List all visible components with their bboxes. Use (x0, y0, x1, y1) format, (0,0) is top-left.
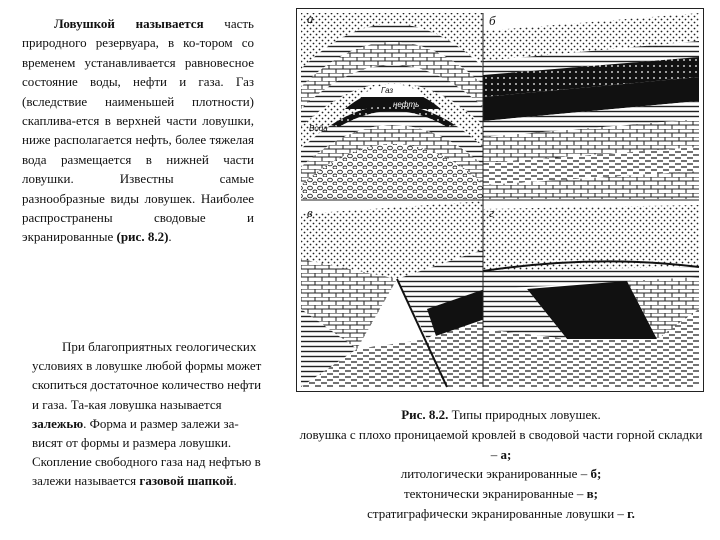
caption-letter: а; (500, 446, 512, 462)
paragraph-end: . (233, 473, 237, 489)
trap-types-illustration (297, 9, 702, 390)
caption-title-text: Типы природных ловушек. (451, 407, 601, 422)
panel-label-g: г (489, 205, 495, 220)
paragraph-text: При благоприятных геологических условиях в ловушке любой формы может скопиться достаточное количество нефти и газа. Та-кая ловушка называется (32, 339, 262, 412)
term-gas-cap: газовой шапкой (139, 473, 234, 489)
caption-line-text: тектонически экранированные – (403, 486, 584, 502)
figure-caption (296, 405, 706, 524)
panel-g-stratigraphic-trap (483, 201, 699, 387)
label-water: Вода (309, 124, 328, 133)
paragraph-text: часть природного резервуара, в ко-тором со временем устанавливается равновесное состояние воды, нефти и газа. Газ (вследствие наименьшей плотности) скаплива-ется в верхней части ловушки, ниже располагается нефть, более тяжелая вода размещается в нижней части ловушки. Известны самые разнообразные виды ловушек. Наиболее распространены сводовые и экранированные (22, 16, 254, 245)
paragraph-text: . Форма и размер залежи за-висят от формы и размера ловушки. Скопление свободного газа над нефтью в залежи называется (32, 415, 261, 489)
paragraph-end: . (168, 229, 172, 245)
label-oil: нефть (393, 100, 420, 109)
panel-label-b: б (489, 13, 496, 28)
caption-letter: в; (586, 486, 599, 502)
panel-label-a: а (307, 11, 314, 26)
caption-line-text: ловушка с плохо проницаемой кровлей в сводовой части горной складки – (299, 426, 703, 462)
caption-line-text: стратиграфически экранированные ловушки – (367, 505, 624, 521)
caption-line-b (296, 464, 706, 484)
panel-a-anticline-trap (301, 11, 485, 199)
paragraph-deposit-definition (32, 337, 262, 491)
caption-number: Рис. 8.2. (401, 407, 449, 422)
caption-title (296, 405, 706, 425)
caption-letter: б; (590, 466, 602, 482)
caption-line-g (296, 504, 706, 524)
figure-reference: (рис. 8.2) (116, 229, 169, 245)
panel-b-lithologic-trap (483, 13, 699, 199)
caption-line-v (296, 484, 706, 504)
trap-types-figure (296, 8, 704, 392)
panel-v-tectonic-trap (301, 201, 485, 387)
caption-line-a (296, 425, 706, 465)
caption-line-text: литологически экранированные – (400, 466, 588, 482)
caption-letter: г. (627, 505, 635, 521)
term-trap: Ловушкой (54, 16, 115, 31)
paragraph-traps-definition (22, 14, 254, 247)
label-gas: Газ (381, 86, 394, 95)
term-deposit: залежью (32, 415, 84, 431)
term-verb: называется (135, 16, 204, 31)
panel-label-v: в (307, 205, 313, 220)
